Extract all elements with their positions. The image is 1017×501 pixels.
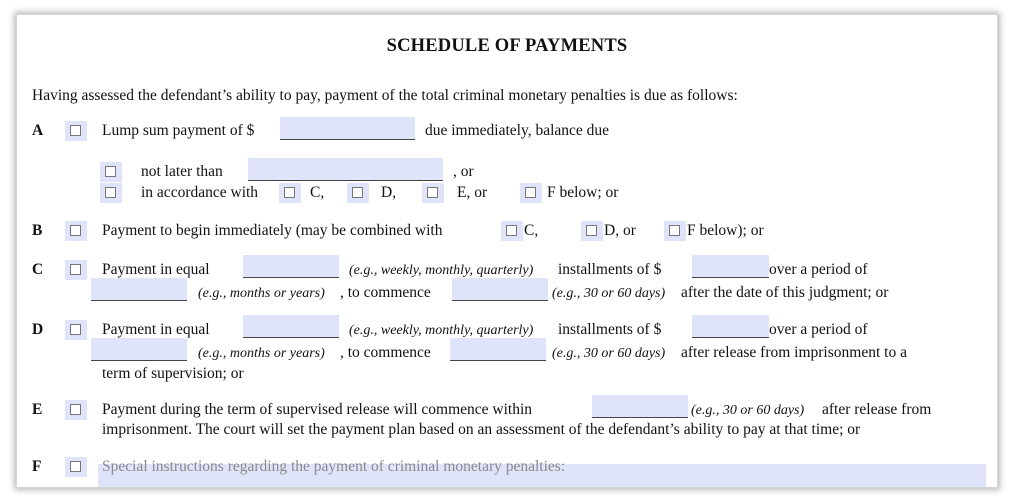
in-accordance-checkbox[interactable]: [100, 183, 122, 203]
c-over-period-label: over a period of: [769, 261, 868, 278]
d-days-hint: (e.g., 30 or 60 days): [552, 346, 666, 361]
not-later-than-date-field[interactable]: [248, 158, 443, 181]
not-later-than-label: not later than: [141, 163, 223, 180]
combine-c-checkbox[interactable]: [501, 221, 523, 241]
section-a-letter: A: [32, 122, 44, 139]
lump-sum-amount-field[interactable]: [280, 117, 415, 140]
section-d-checkbox[interactable]: [65, 320, 87, 340]
section-c-checkbox[interactable]: [65, 260, 87, 280]
d-over-period-label: over a period of: [769, 321, 868, 338]
lump-sum-label: Lump sum payment of $: [102, 122, 255, 139]
section-e-letter: E: [32, 401, 43, 418]
d-installment-amount-field[interactable]: [692, 315, 769, 338]
payment-begin-label: Payment to begin immediately (may be combined with: [102, 222, 443, 239]
d-frequency-field[interactable]: [243, 315, 339, 338]
d-period-field[interactable]: [91, 338, 187, 361]
c-frequency-field[interactable]: [243, 255, 339, 278]
d-period-hint: (e.g., months or years): [198, 346, 325, 361]
or-label: , or: [453, 163, 474, 180]
combine-d-label: D, or: [604, 222, 636, 239]
e-days-hint: (e.g., 30 or 60 days): [691, 403, 805, 418]
in-accordance-label: in accordance with: [141, 184, 259, 201]
d-payment-equal-label: Payment in equal: [102, 321, 210, 338]
accordance-c-checkbox[interactable]: [279, 183, 301, 203]
combine-f-label: F below); or: [687, 222, 764, 239]
combine-f-checkbox[interactable]: [664, 221, 686, 241]
due-immediately-label: due immediately, balance due: [425, 122, 610, 139]
e-commence-label: Payment during the term of supervised release will commence within: [102, 401, 533, 418]
section-e-checkbox[interactable]: [65, 400, 87, 420]
c-to-commence-label: , to commence: [340, 284, 431, 301]
c-installments-label: installments of $: [558, 261, 662, 278]
accordance-e-label: E, or: [457, 184, 488, 201]
d-to-commence-label: , to commence: [340, 344, 431, 361]
c-days-hint: (e.g., 30 or 60 days): [552, 286, 666, 301]
e-plan-text: imprisonment. The court will set the payment plan based on an assessment of the defendant’s ability to pay at that time; or: [102, 421, 861, 438]
e-after-release-label: after release from: [822, 401, 932, 418]
section-f-checkbox[interactable]: [65, 457, 87, 477]
combine-c-label: C,: [524, 222, 539, 239]
c-period-hint: (e.g., months or years): [198, 286, 325, 301]
special-instructions-label: Special instructions regarding the payment of criminal monetary penalties:: [102, 458, 566, 475]
accordance-f-checkbox[interactable]: [520, 183, 542, 203]
not-later-than-checkbox[interactable]: [100, 162, 122, 182]
accordance-c-label: C,: [310, 184, 325, 201]
accordance-e-checkbox[interactable]: [422, 183, 444, 203]
d-frequency-hint: (e.g., weekly, monthly, quarterly): [349, 323, 534, 338]
c-commence-days-field[interactable]: [452, 278, 548, 301]
section-c-letter: C: [32, 261, 44, 278]
accordance-d-label: D,: [381, 184, 397, 201]
c-installment-amount-field[interactable]: [692, 255, 769, 278]
accordance-f-label: F below; or: [547, 184, 619, 201]
intro-text: Having assessed the defendant’s ability to pay, payment of the total criminal monetary penalties is due as follows:: [32, 87, 738, 104]
section-a-checkbox[interactable]: [65, 121, 87, 141]
combine-d-checkbox[interactable]: [581, 221, 603, 241]
d-term-label: term of supervision; or: [102, 365, 244, 382]
c-period-field[interactable]: [91, 278, 187, 301]
section-b-letter: B: [32, 222, 43, 239]
page-title: SCHEDULE OF PAYMENTS: [386, 36, 628, 56]
d-commence-days-field[interactable]: [450, 338, 546, 361]
document-page: [16, 14, 998, 488]
c-frequency-hint: (e.g., weekly, monthly, quarterly): [349, 263, 534, 278]
c-after-date-label: after the date of this judgment; or: [681, 284, 889, 301]
section-d-letter: D: [32, 321, 44, 338]
section-b-checkbox[interactable]: [65, 221, 87, 241]
e-days-field[interactable]: [592, 395, 688, 418]
accordance-d-checkbox[interactable]: [347, 183, 369, 203]
d-installments-label: installments of $: [558, 321, 662, 338]
d-after-release-label: after release from imprisonment to a: [681, 344, 907, 361]
section-f-letter: F: [32, 458, 42, 475]
c-payment-equal-label: Payment in equal: [102, 261, 210, 278]
